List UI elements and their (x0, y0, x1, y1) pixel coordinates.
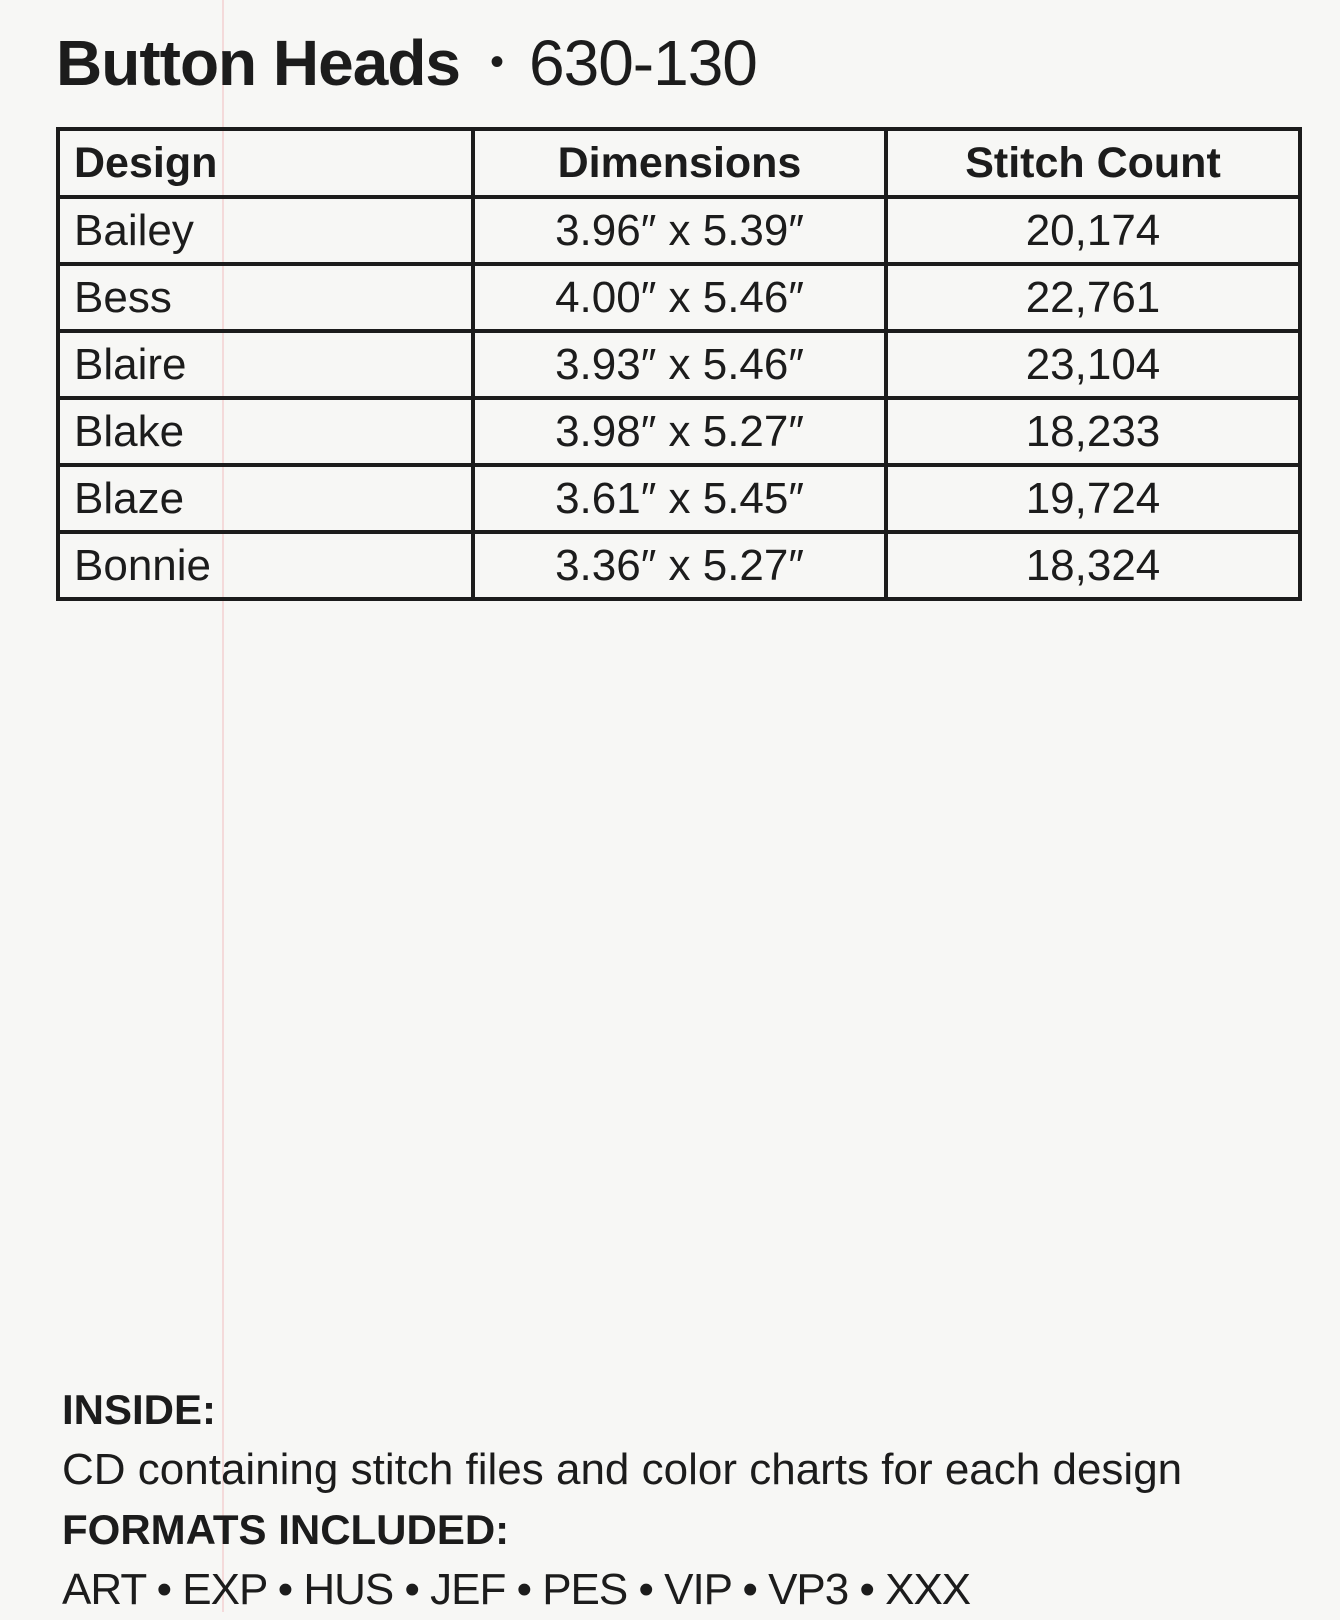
dimensions-cell: 3.96″ x 5.39″ (473, 197, 886, 264)
stitch-count-cell: 19,724 (886, 465, 1300, 532)
design-name-cell: Blaze (58, 465, 473, 532)
stitch-count-cell: 20,174 (886, 197, 1300, 264)
inside-description: CD containing stitch files and color charts for each design (62, 1445, 1183, 1494)
table-row (58, 398, 1300, 465)
dimensions-cell: 3.98″ x 5.27″ (473, 398, 886, 465)
dimensions-cell: 3.61″ x 5.45″ (473, 465, 886, 532)
table-row (58, 331, 1300, 398)
column-header-dimensions: Dimensions (473, 129, 886, 197)
stitch-count-cell: 23,104 (886, 331, 1300, 398)
table-row (58, 465, 1300, 532)
table-row (58, 197, 1300, 264)
package-info (62, 1380, 1182, 1620)
design-specs-table (56, 127, 1302, 601)
design-name-cell: Bess (58, 264, 473, 331)
title-separator: • (490, 40, 504, 84)
inside-heading: INSIDE: (62, 1386, 217, 1433)
dimensions-cell: 4.00″ x 5.46″ (473, 264, 886, 331)
product-name: Button Heads (56, 27, 460, 99)
column-header-stitch-count: Stitch Count (886, 129, 1300, 197)
product-code: 630-130 (529, 27, 757, 99)
table-row (58, 532, 1300, 599)
dimensions-cell: 3.93″ x 5.46″ (473, 331, 886, 398)
table-header-row (58, 129, 1300, 197)
page-title (56, 22, 757, 103)
formats-list: ART • EXP • HUS • JEF • PES • VIP • VP3 • XXX (62, 1565, 971, 1614)
dimensions-cell: 3.36″ x 5.27″ (473, 532, 886, 599)
table-row (58, 264, 1300, 331)
stitch-count-cell: 22,761 (886, 264, 1300, 331)
design-name-cell: Blaire (58, 331, 473, 398)
formats-heading: FORMATS INCLUDED: (62, 1506, 510, 1553)
design-name-cell: Bailey (58, 197, 473, 264)
design-name-cell: Blake (58, 398, 473, 465)
column-header-design: Design (58, 129, 473, 197)
stitch-count-cell: 18,233 (886, 398, 1300, 465)
design-name-cell: Bonnie (58, 532, 473, 599)
stitch-count-cell: 18,324 (886, 532, 1300, 599)
